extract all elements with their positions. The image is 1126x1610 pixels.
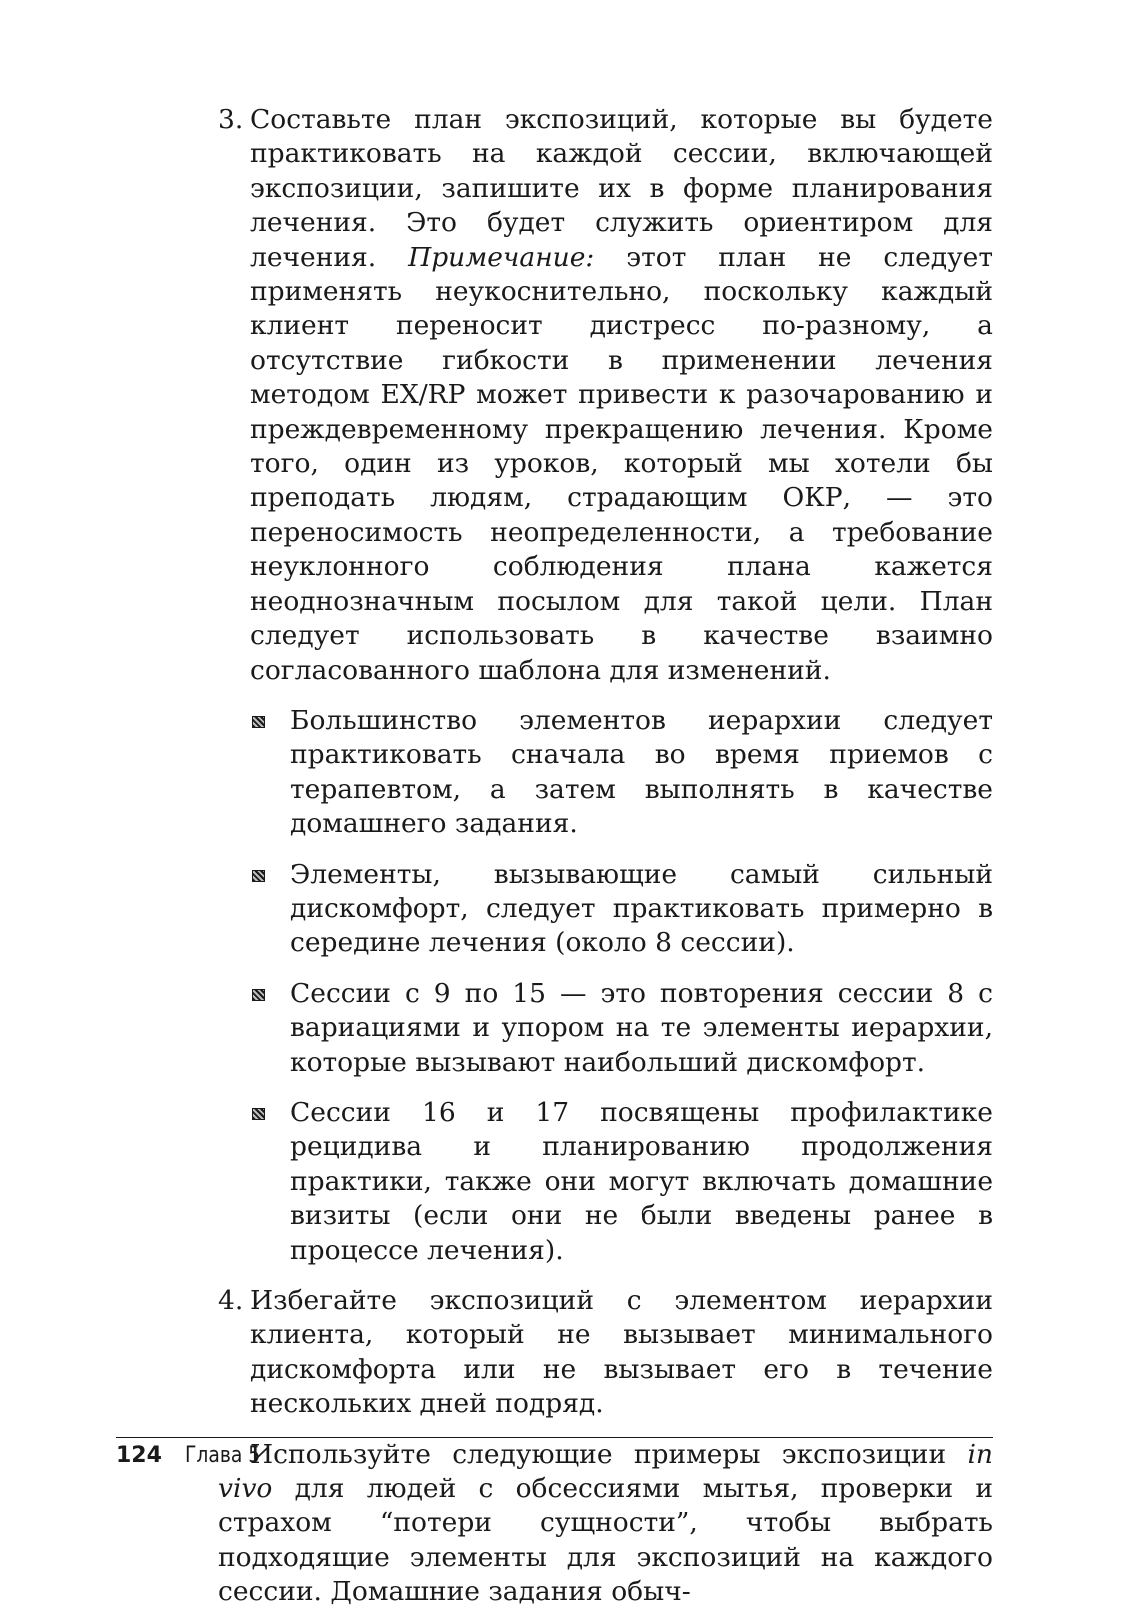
bullet-list <box>218 704 993 1268</box>
hatched-square-bullet-icon <box>252 989 265 1001</box>
item-number: 4. <box>218 1285 244 1316</box>
chapter-label: Глава 5 <box>184 1443 261 1468</box>
item-text-continued: этот план не следует применять неукоснительно, поскольку каждый клиент переносит дистресс по-разному, а отсутствие гибкости в применении лечения методом EX/RP может привести к разочарованию и преждевременному прекращению лечения. Кроме того, один из уроков, который мы хотели бы преподать людям, страдающим ОКР, — это переносимость неопределенности, а требование неуклонного соблюдения плана кажется неоднозначным посылом для такой цели. План следует использовать в качестве взаимно согласованного шаблона для изменений. <box>250 241 994 686</box>
page-body <box>218 103 993 1610</box>
italic-term: in vivo <box>218 1438 993 1505</box>
numbered-item-3 <box>218 103 993 688</box>
bullet-item-1 <box>218 704 993 842</box>
item-text: Составьте план экспозиций, которые вы будете практиковать на каждой сессии, включающей экспозиции, запишите их в форме планирования лечения. Это будет служить ориентиром для лечения. <box>250 104 993 273</box>
hatched-square-bullet-icon <box>252 716 265 728</box>
bullet-item-4 <box>218 1096 993 1268</box>
bullet-item-2 <box>218 858 993 961</box>
paragraph-text: Используйте следующие примеры экспозиции <box>250 1438 968 1470</box>
bullet-text: Сессии 16 и 17 посвящены профилактике рецидива и планированию продолжения практики, также они могут включать домашние визиты (если они не были введены ранее в процессе лечения). <box>290 1096 993 1266</box>
body-paragraph <box>218 1438 993 1610</box>
bullet-text: Большинство элементов иерархии следует практиковать сначала во время приемов с терапевтом, а затем выполнять в качестве домашнего задания. <box>290 704 993 840</box>
bullet-text: Элементы, вызывающие самый сильный дискомфорт, следует практиковать примерно в середине лечения (около 8 сессии). <box>290 858 993 959</box>
numbered-item-4 <box>218 1284 993 1422</box>
footer-rule <box>116 1437 993 1438</box>
page-footer <box>116 1443 273 1469</box>
item-number: 3. <box>218 104 244 135</box>
item-text: Избегайте экспозиций с элементом иерархии клиента, который не вызывает минимального дискомфорта или не вызывает его в течение нескольких дней подряд. <box>250 1285 993 1420</box>
paragraph-text-continued: для людей с обсессиями мытья, проверки и страхом “потери сущности”, чтобы выбрать подходящие элементы для экспозиций на каждого сессии. Домашние задания обыч- <box>218 1473 993 1608</box>
bullet-item-3 <box>218 977 993 1080</box>
note-label: Примечание: <box>408 241 595 273</box>
hatched-square-bullet-icon <box>252 870 265 882</box>
page-number: 124 <box>116 1443 162 1468</box>
hatched-square-bullet-icon <box>252 1108 265 1120</box>
bullet-text: Сессии с 9 по 15 — это повторения сессии 8 с вариациями и упором на те элементы иерархии, которые вызывают наибольший дискомфорт. <box>290 977 993 1078</box>
